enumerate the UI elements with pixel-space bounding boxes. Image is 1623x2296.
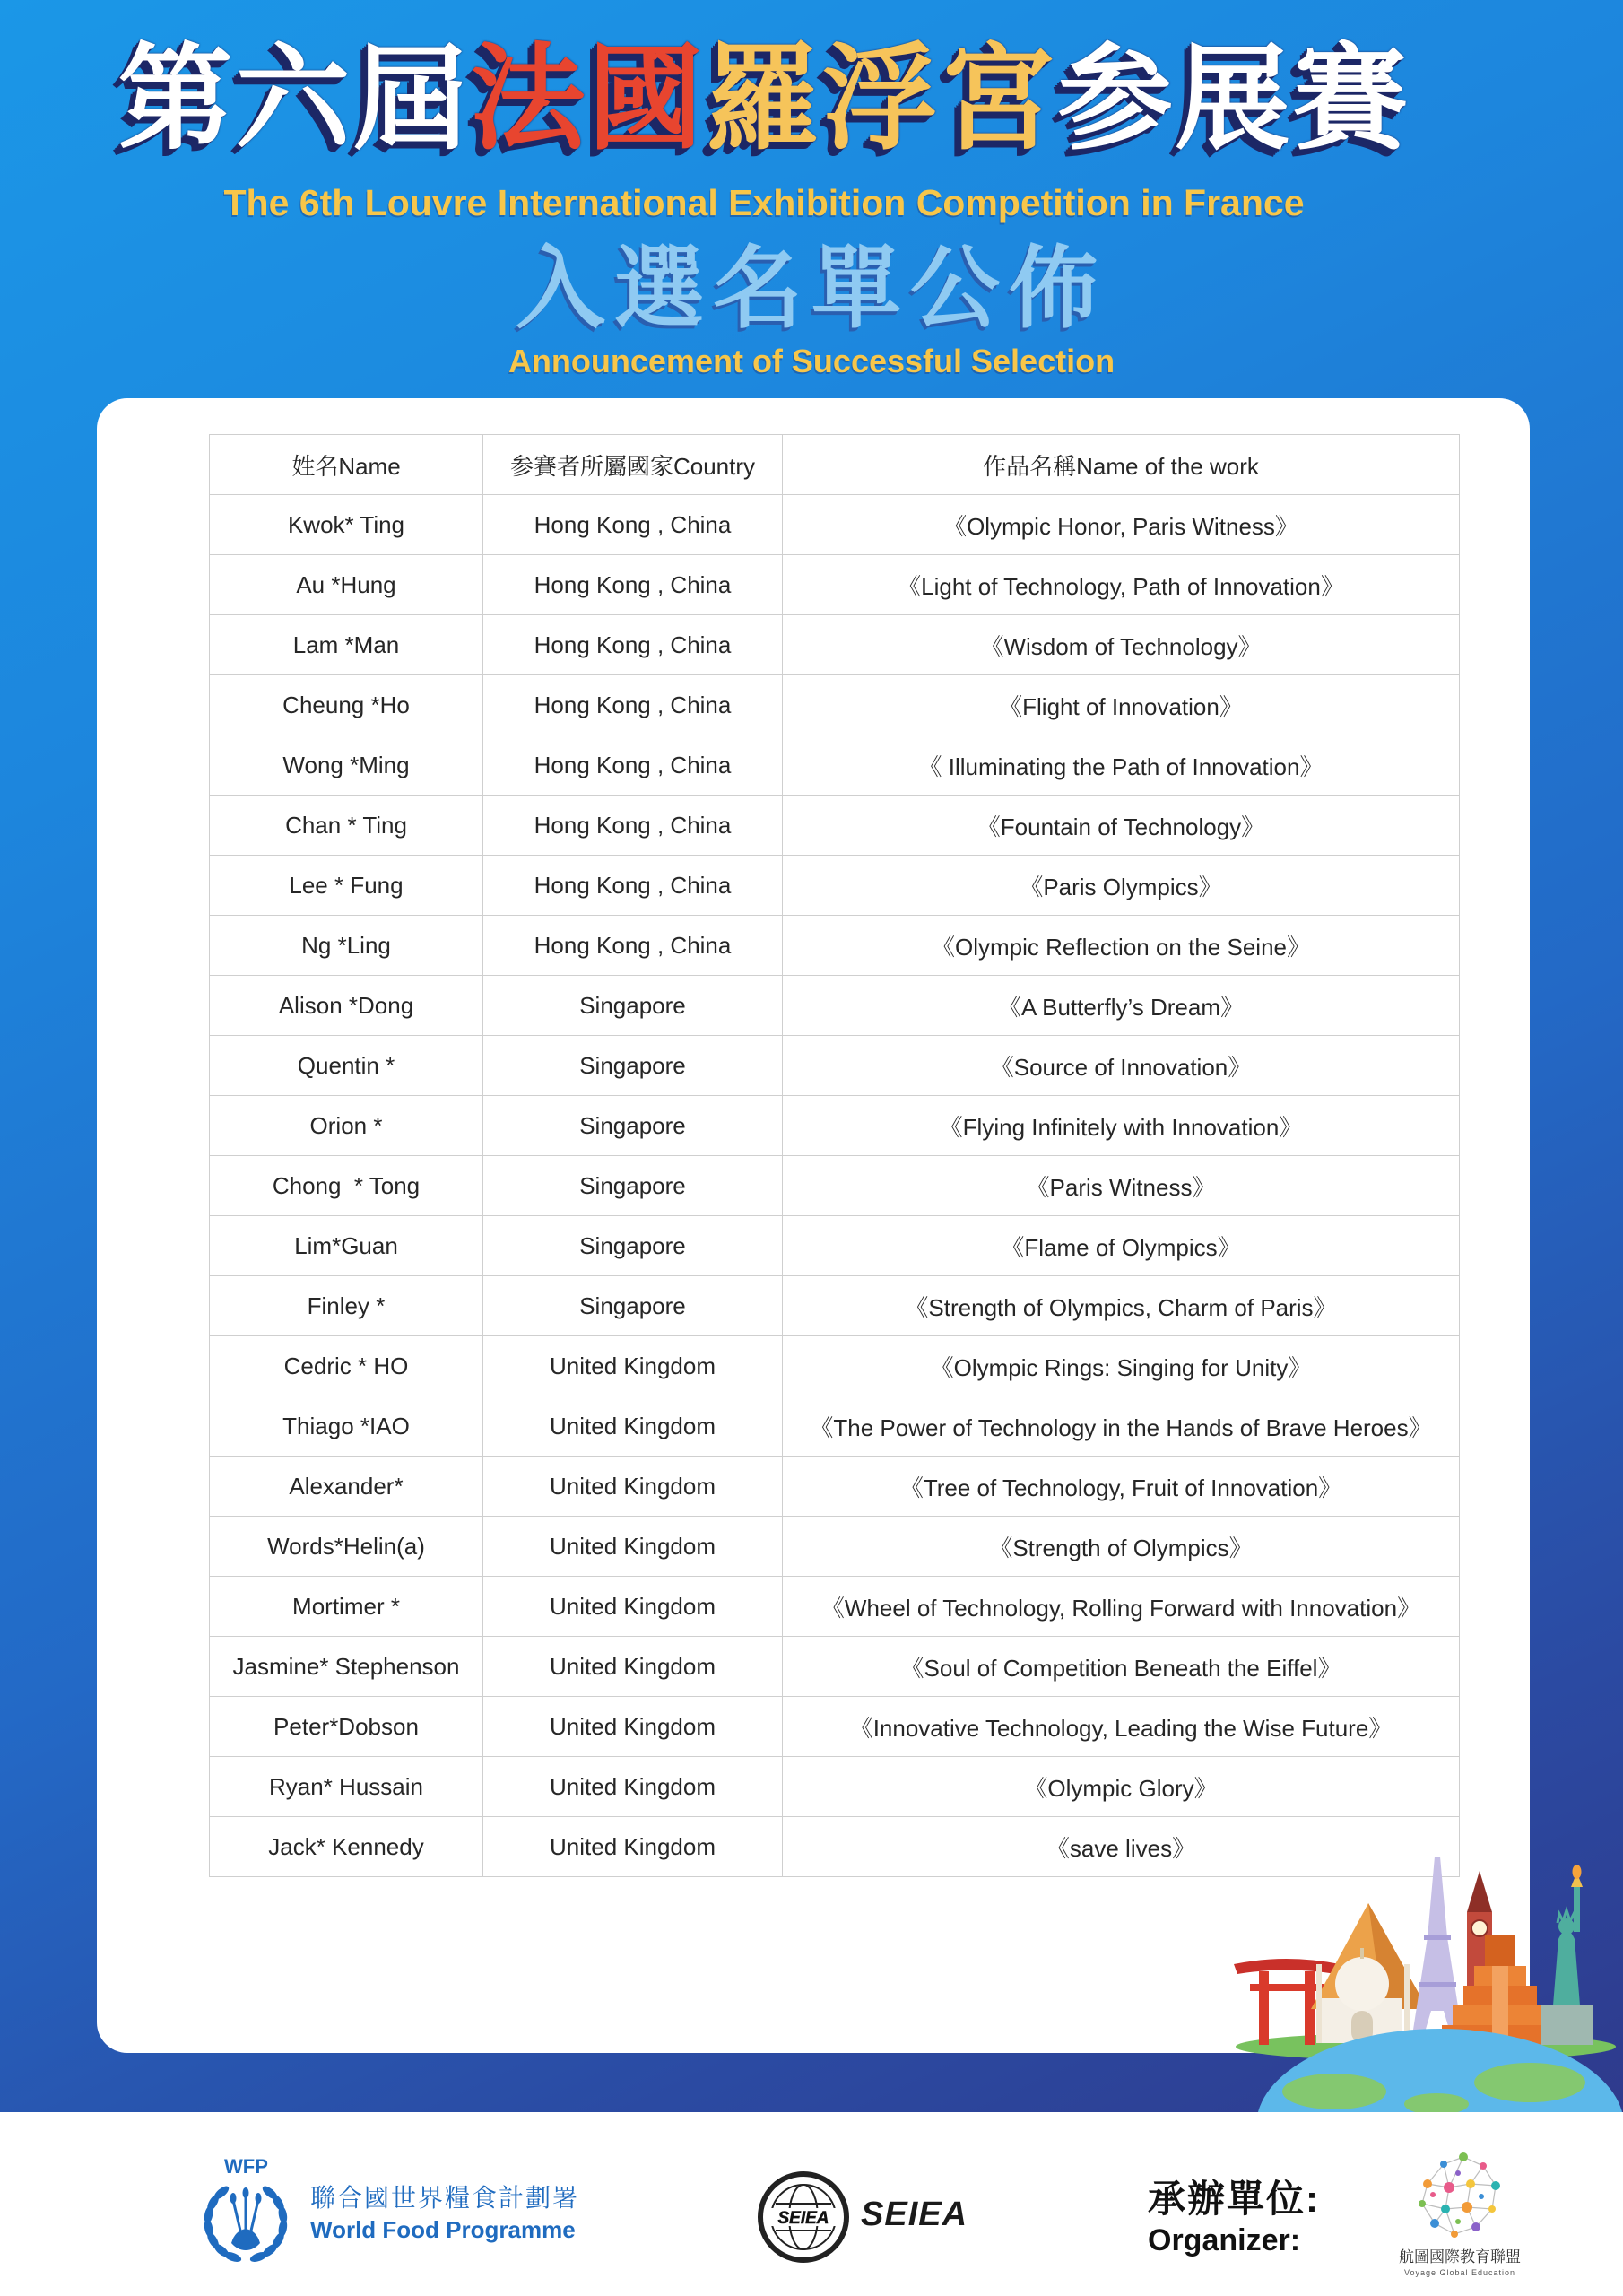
cell-country: United Kingdom (483, 1757, 783, 1817)
cell-work-title: 《save lives》 (783, 1817, 1460, 1877)
table-row (210, 1637, 1460, 1697)
cell-participant-name: Mortimer * (210, 1577, 483, 1637)
table-row (210, 735, 1460, 796)
table-header-row (210, 435, 1460, 495)
network-node (1430, 2192, 1436, 2197)
cell-country: United Kingdom (483, 1336, 783, 1396)
cell-work-title: 《Paris Olympics》 (783, 856, 1460, 916)
emblem-text: SEIEA (777, 2209, 829, 2228)
network-node (1441, 2205, 1450, 2213)
cell-participant-name: Lam *Man (210, 615, 483, 675)
cell-participant-name: Orion * (210, 1096, 483, 1156)
table-row (210, 796, 1460, 856)
cell-participant-name: Lim*Guan (210, 1216, 483, 1276)
cell-country: United Kingdom (483, 1517, 783, 1577)
column-header-name: 姓名Name (210, 435, 483, 495)
network-node (1491, 2181, 1500, 2190)
cell-work-title: 《Soul of Competition Beneath the Eiffel》 (783, 1637, 1460, 1697)
wheat-stalk-right (251, 2200, 258, 2231)
world-landmarks-illustration (1228, 1830, 1623, 2113)
cell-country: Singapore (483, 1156, 783, 1216)
network-node (1462, 2202, 1472, 2213)
column-header-work: 作品名稱Name of the work (783, 435, 1460, 495)
statue-of-liberty-icon (1541, 1865, 1593, 2045)
liberty-pedestal (1541, 2005, 1593, 2045)
cell-work-title: 《Strength of Olympics, Charm of Paris》 (783, 1276, 1460, 1336)
cell-participant-name: Chong * Tong (210, 1156, 483, 1216)
cell-country: Hong Kong , China (483, 796, 783, 856)
cell-participant-name: Au *Hung (210, 555, 483, 615)
announcement-heading-chinese: 入選名單公佈 (516, 239, 1107, 339)
eiffel-platform-upper (1424, 1935, 1451, 1940)
network-node (1455, 2170, 1461, 2176)
cell-country: Hong Kong , China (483, 555, 783, 615)
cell-work-title: 《Strength of Olympics》 (783, 1517, 1460, 1577)
cell-participant-name: Wong *Ming (210, 735, 483, 796)
liberty-torch (1571, 1878, 1583, 1887)
cell-participant-name: Finley * (210, 1276, 483, 1336)
organizer-label-chinese: 承辦單位: (1148, 2178, 1320, 2220)
table-row (210, 1577, 1460, 1637)
cell-work-title: 《Flying Infinitely with Innovation》 (783, 1096, 1460, 1156)
cell-work-title: 《Tree of Technology, Fruit of Innovation》 (783, 1457, 1460, 1517)
cell-country: United Kingdom (483, 1697, 783, 1757)
globe-land-left (1282, 2074, 1386, 2109)
cell-work-title: 《Fountain of Technology》 (783, 796, 1460, 856)
liberty-arm (1574, 1887, 1580, 1932)
cell-work-title: 《Light of Technology, Path of Innovation》 (783, 555, 1460, 615)
title-part-louvre: 羅浮宮 (705, 35, 1058, 163)
wfp-acronym: WFP (224, 2155, 268, 2178)
cell-participant-name: Quentin * (210, 1036, 483, 1096)
wfp-hand (231, 2229, 260, 2250)
announcement-heading-english: Announcement of Successful Selection (508, 343, 1115, 379)
cell-participant-name: Cedric * HO (210, 1336, 483, 1396)
cell-work-title: 《Source of Innovation》 (783, 1036, 1460, 1096)
cell-work-title: 《Wisdom of Technology》 (783, 615, 1460, 675)
network-node (1451, 2231, 1458, 2238)
cell-work-title: 《A Butterfly’s Dream》 (783, 976, 1460, 1036)
cell-country: Singapore (483, 1216, 783, 1276)
taj-dome (1335, 1957, 1389, 2011)
wfp-name-english: World Food Programme (310, 2216, 576, 2243)
title-part-france: 法國 (470, 35, 706, 163)
network-node (1459, 2152, 1468, 2161)
table-row (210, 1276, 1460, 1336)
table-row (210, 1216, 1460, 1276)
page-title (0, 32, 1528, 167)
cell-country: Hong Kong , China (483, 615, 783, 675)
seiea-name: SEIEA (861, 2196, 968, 2233)
taj-minaret-left (1316, 1964, 1322, 2043)
cell-country: Singapore (483, 1036, 783, 1096)
big-ben-clock (1471, 1920, 1488, 1936)
cell-country: United Kingdom (483, 1817, 783, 1877)
cell-work-title: 《Olympic Glory》 (783, 1757, 1460, 1817)
table-row (210, 1336, 1460, 1396)
network-node (1440, 2161, 1447, 2168)
voyage-name-chinese: 航圖國際教育聯盟 (1399, 2248, 1521, 2266)
column-header-country: 参賽者所屬國家Country (483, 435, 783, 495)
page-subtitle-english: The 6th Louvre International Exhibition Competition in France (223, 182, 1305, 223)
liberty-body (1553, 1930, 1580, 2005)
torii-top-beam (1234, 1959, 1340, 1974)
network-node (1444, 2182, 1454, 2193)
table-row (210, 1036, 1460, 1096)
network-node (1480, 2162, 1487, 2170)
footer-sponsors (0, 2112, 1623, 2296)
table-row (210, 976, 1460, 1036)
cell-participant-name: Ng *Ling (210, 916, 483, 976)
cell-work-title: 《Olympic Honor, Paris Witness》 (783, 495, 1460, 555)
network-node (1479, 2194, 1484, 2199)
cell-country: United Kingdom (483, 1457, 783, 1517)
cell-country: Singapore (483, 976, 783, 1036)
step-stairs (1492, 1966, 1508, 2045)
network-node (1466, 2179, 1475, 2188)
cell-participant-name: Lee * Fung (210, 856, 483, 916)
network-node (1423, 2179, 1432, 2188)
selection-results-table (209, 434, 1460, 1877)
network-node (1419, 2200, 1426, 2207)
cell-participant-name: Alison *Dong (210, 976, 483, 1036)
cell-country: United Kingdom (483, 1637, 783, 1697)
wheat-grain (256, 2193, 262, 2204)
title-part-edition: 第六屆 (117, 35, 471, 163)
cell-work-title: 《Paris Witness》 (783, 1156, 1460, 1216)
globe-land-right (1474, 2063, 1585, 2102)
cell-participant-name: Peter*Dobson (210, 1697, 483, 1757)
voyage-name-english: Voyage Global Education (1403, 2268, 1516, 2277)
cell-country: United Kingdom (483, 1396, 783, 1457)
table-row (210, 916, 1460, 976)
cell-work-title: 《The Power of Technology in the Hands of Brave Heroes》 (783, 1396, 1460, 1457)
step-temple (1485, 1935, 1515, 1966)
wheat-grain (230, 2193, 237, 2204)
table-row (210, 555, 1460, 615)
wfp-name-chinese: 聯合國世界糧食計劃署 (310, 2184, 580, 2212)
cell-participant-name: Kwok* Ting (210, 495, 483, 555)
wfp-logo (190, 2155, 302, 2272)
eiffel-platform-lower (1419, 1982, 1456, 1987)
seiea-emblem-icon (756, 2170, 851, 2265)
voyage-network-icon (1410, 2148, 1508, 2243)
cell-participant-name: Chan * Ting (210, 796, 483, 856)
table-row (210, 1697, 1460, 1757)
cell-country: Hong Kong , China (483, 735, 783, 796)
torii-pillar-left (1259, 1971, 1269, 2045)
cell-country: Hong Kong , China (483, 675, 783, 735)
wheat-grain (243, 2187, 249, 2198)
cell-work-title: 《 Illuminating the Path of Innovation》 (783, 735, 1460, 796)
cell-participant-name: Words*Helin(a) (210, 1517, 483, 1577)
cell-country: Singapore (483, 1096, 783, 1156)
network-node (1488, 2205, 1496, 2213)
title-part-competition: 参展賽 (1057, 35, 1410, 163)
cell-participant-name: Jack* Kennedy (210, 1817, 483, 1877)
cell-country: Hong Kong , China (483, 495, 783, 555)
table-row (210, 675, 1460, 735)
table-row (210, 1156, 1460, 1216)
cell-work-title: 《Olympic Rings: Singing for Unity》 (783, 1336, 1460, 1396)
cell-country: United Kingdom (483, 1577, 783, 1637)
wheat-stalk-left (233, 2200, 240, 2231)
cell-work-title: 《Flame of Olympics》 (783, 1216, 1460, 1276)
table-body (210, 495, 1460, 1877)
cell-participant-name: Cheung *Ho (210, 675, 483, 735)
cell-country: Hong Kong , China (483, 916, 783, 976)
network-node (1455, 2219, 1461, 2224)
cell-work-title: 《Olympic Reflection on the Seine》 (783, 916, 1460, 976)
wfp-wreath-icon (190, 2179, 302, 2268)
organizer-label-english: Organizer: (1148, 2223, 1301, 2257)
cell-participant-name: Jasmine* Stephenson (210, 1637, 483, 1697)
big-ben-spire (1467, 1871, 1492, 1912)
cell-work-title: 《Flight of Innovation》 (783, 675, 1460, 735)
table-row (210, 1457, 1460, 1517)
cell-country: Singapore (483, 1276, 783, 1336)
network-node (1430, 2219, 1439, 2228)
cell-work-title: 《Innovative Technology, Leading the Wise Future》 (783, 1697, 1460, 1757)
network-node (1471, 2222, 1480, 2231)
cell-work-title: 《Wheel of Technology, Rolling Forward with Innovation》 (783, 1577, 1460, 1637)
table-row (210, 1517, 1460, 1577)
cell-participant-name: Alexander* (210, 1457, 483, 1517)
table-row (210, 615, 1460, 675)
liberty-head (1558, 1918, 1575, 1935)
cell-participant-name: Thiago *IAO (210, 1396, 483, 1457)
table-row (210, 495, 1460, 555)
taj-finial (1360, 1948, 1364, 1959)
table-row (210, 856, 1460, 916)
cell-country: Hong Kong , China (483, 856, 783, 916)
table-row (210, 1396, 1460, 1457)
table-row (210, 1757, 1460, 1817)
table-row (210, 1096, 1460, 1156)
liberty-flame (1573, 1865, 1582, 1879)
cell-participant-name: Ryan* Hussain (210, 1757, 483, 1817)
